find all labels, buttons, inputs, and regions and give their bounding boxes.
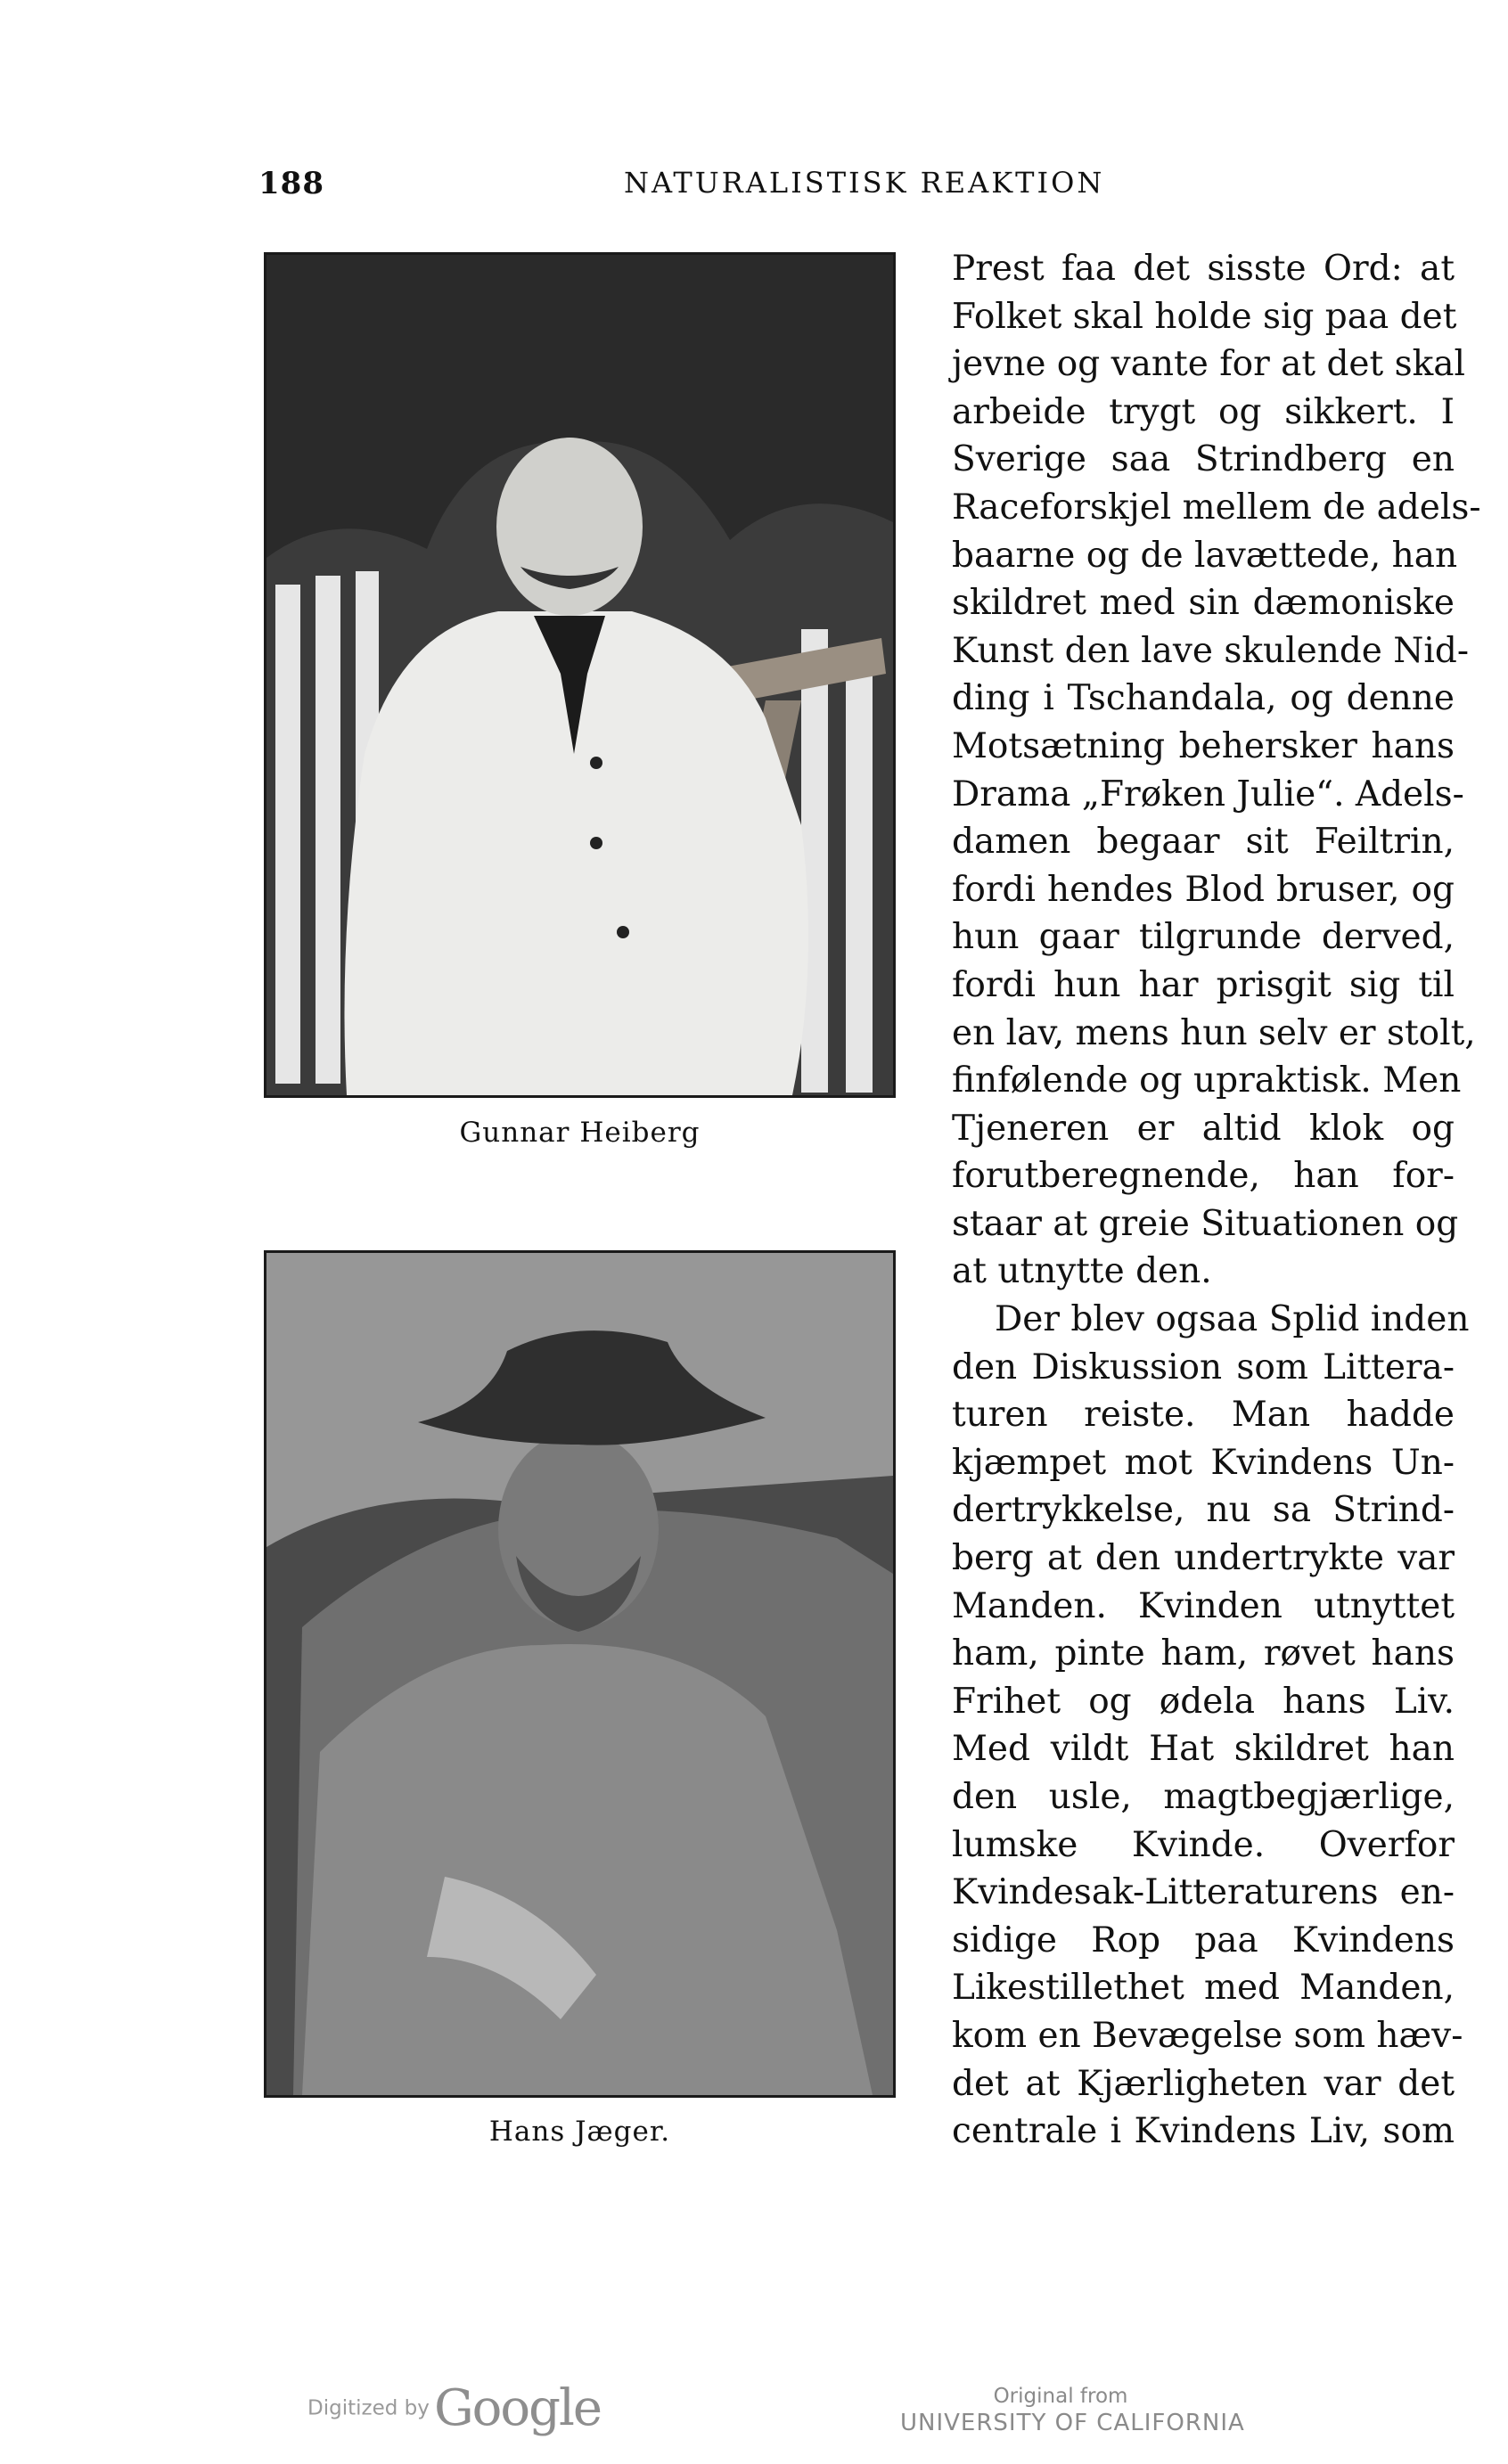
text-line: det at Kjærligheten var det <box>952 2063 1455 2104</box>
text-line: fordi hun har prisgit sig til <box>952 964 1455 1005</box>
text-line: Folket skal holde sig paa det <box>952 296 1457 337</box>
text-line: Kunst den lave skulende Nid- <box>952 630 1470 671</box>
text-line: Sverige saa Strindberg en <box>952 439 1455 480</box>
university-label: UNIVERSITY OF CALIFORNIA <box>900 2410 1245 2436</box>
original-source <box>900 2385 1245 2436</box>
text-line: fordi hendes Blod bruser, og <box>952 869 1455 910</box>
text-line: hun gaar tilgrunde derved, <box>952 917 1455 958</box>
text-line: jevne og vante for at det skal <box>952 344 1465 385</box>
portrait-photo-hans-jaeger <box>264 1250 896 2098</box>
text-line: staar at greie Situationen og <box>952 1203 1459 1244</box>
text-line: Tjeneren er altid klok og <box>952 1108 1455 1149</box>
text-line: berg at den undertrykte var <box>952 1538 1455 1579</box>
running-head: NATURALISTISK REAKTION <box>624 166 1105 200</box>
text-line: Drama „Frøken Julie“. Adels- <box>952 774 1464 815</box>
digitized-by-google <box>307 2379 601 2437</box>
text-line: baarne og de lavættede, han <box>952 535 1458 576</box>
portrait-photo-gunnar-heiberg <box>264 252 896 1098</box>
google-logo: Google <box>433 2379 601 2437</box>
figure-caption: Hans Jæger. <box>488 2116 671 2148</box>
original-from-label: Original from <box>993 2385 1128 2408</box>
text-line: ding i Tschandala, og denne <box>952 678 1455 719</box>
text-line: finfølende og upraktisk. Men <box>952 1060 1462 1101</box>
text-line: Motsætning behersker hans <box>952 725 1455 766</box>
text-line: den Diskussion som Littera- <box>952 1347 1455 1388</box>
text-line: dertrykkelse, nu sa Strind- <box>952 1490 1455 1531</box>
text-line: lumske Kvinde. Overfor <box>952 1824 1455 1865</box>
digitized-by-label: Digitized by <box>307 2396 430 2420</box>
body-text-column <box>952 245 1481 2156</box>
text-line: Der blev ogsaa Splid inden <box>995 1299 1470 1340</box>
text-line: Kvindesak-Litteraturens en- <box>952 1872 1455 1913</box>
text-line: kom en Bevægelse som hæv- <box>952 2015 1463 2056</box>
text-line: den usle, magtbegjærlige, <box>952 1777 1455 1817</box>
figure-caption: Gunnar Heiberg <box>459 1117 701 1149</box>
text-line: Med vildt Hat skildret han <box>952 1729 1455 1770</box>
text-line: en lav, mens hun selv er stolt, <box>952 1012 1476 1053</box>
text-line: turen reiste. Man hadde <box>952 1395 1455 1436</box>
text-line: Frihet og ødela hans Liv. <box>952 1681 1455 1722</box>
text-line: skildret med sin dæmoniske <box>952 583 1455 624</box>
page-number: 188 <box>258 166 324 201</box>
text-line: damen begaar sit Feiltrin, <box>952 822 1455 863</box>
text-line: centrale i Kvindens Liv, som <box>952 2111 1455 2152</box>
text-line: Raceforskjel mellem de adels- <box>952 487 1481 528</box>
text-line: ham, pinte ham, røvet hans <box>952 1633 1455 1674</box>
text-line: forutberegnende, han for- <box>952 1156 1455 1197</box>
text-line: arbeide trygt og sikkert. I <box>952 391 1455 432</box>
text-line: Prest faa det sisste Ord: at <box>952 249 1455 289</box>
text-line: kjæmpet mot Kvindens Un- <box>952 1442 1455 1483</box>
text-line: Likestillethet med Manden, <box>952 1968 1455 2009</box>
text-line: Manden. Kvinden utnyttet <box>952 1585 1455 1626</box>
text-line: at utnytte den. <box>952 1251 1212 1292</box>
text-line: sidige Rop paa Kvindens <box>952 1920 1455 1961</box>
